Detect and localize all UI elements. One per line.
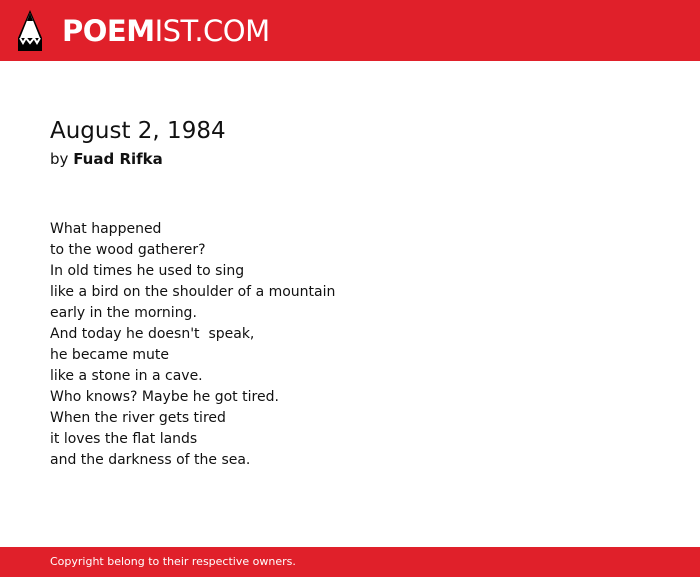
by-label: by xyxy=(50,150,69,168)
site-footer xyxy=(0,547,700,577)
poem-line: Who knows? Maybe he got tired. xyxy=(50,389,279,405)
author-name: Fuad Rifka xyxy=(73,150,163,168)
poem-line: like a stone in a cave. xyxy=(50,368,203,384)
copyright-notice: Copyright belong to their respective owners. xyxy=(50,555,296,568)
pencil-tip-icon[interactable] xyxy=(18,10,42,51)
poem-line: early in the morning. xyxy=(50,305,197,321)
poem-body xyxy=(50,219,335,471)
site-logo[interactable] xyxy=(62,13,270,49)
poem-line: When the river gets tired xyxy=(50,410,226,426)
poem-line: What happened xyxy=(50,221,162,237)
logo-bold-text: POEM xyxy=(62,14,155,48)
poem-line: In old times he used to sing xyxy=(50,263,245,279)
logo-light-text: IST.COM xyxy=(154,14,270,48)
poem-line: he became mute xyxy=(50,347,170,363)
poem-title: August 2, 1984 xyxy=(50,118,226,144)
poem-line: it loves the flat lands xyxy=(50,431,198,447)
byline xyxy=(50,149,163,169)
poem-line: like a bird on the shoulder of a mountain xyxy=(50,284,336,300)
poem-line: And today he doesn't speak, xyxy=(50,326,255,342)
poem-line: and the darkness of the sea. xyxy=(50,452,251,468)
poem-line: to the wood gatherer? xyxy=(50,242,206,258)
site-header xyxy=(0,0,700,61)
